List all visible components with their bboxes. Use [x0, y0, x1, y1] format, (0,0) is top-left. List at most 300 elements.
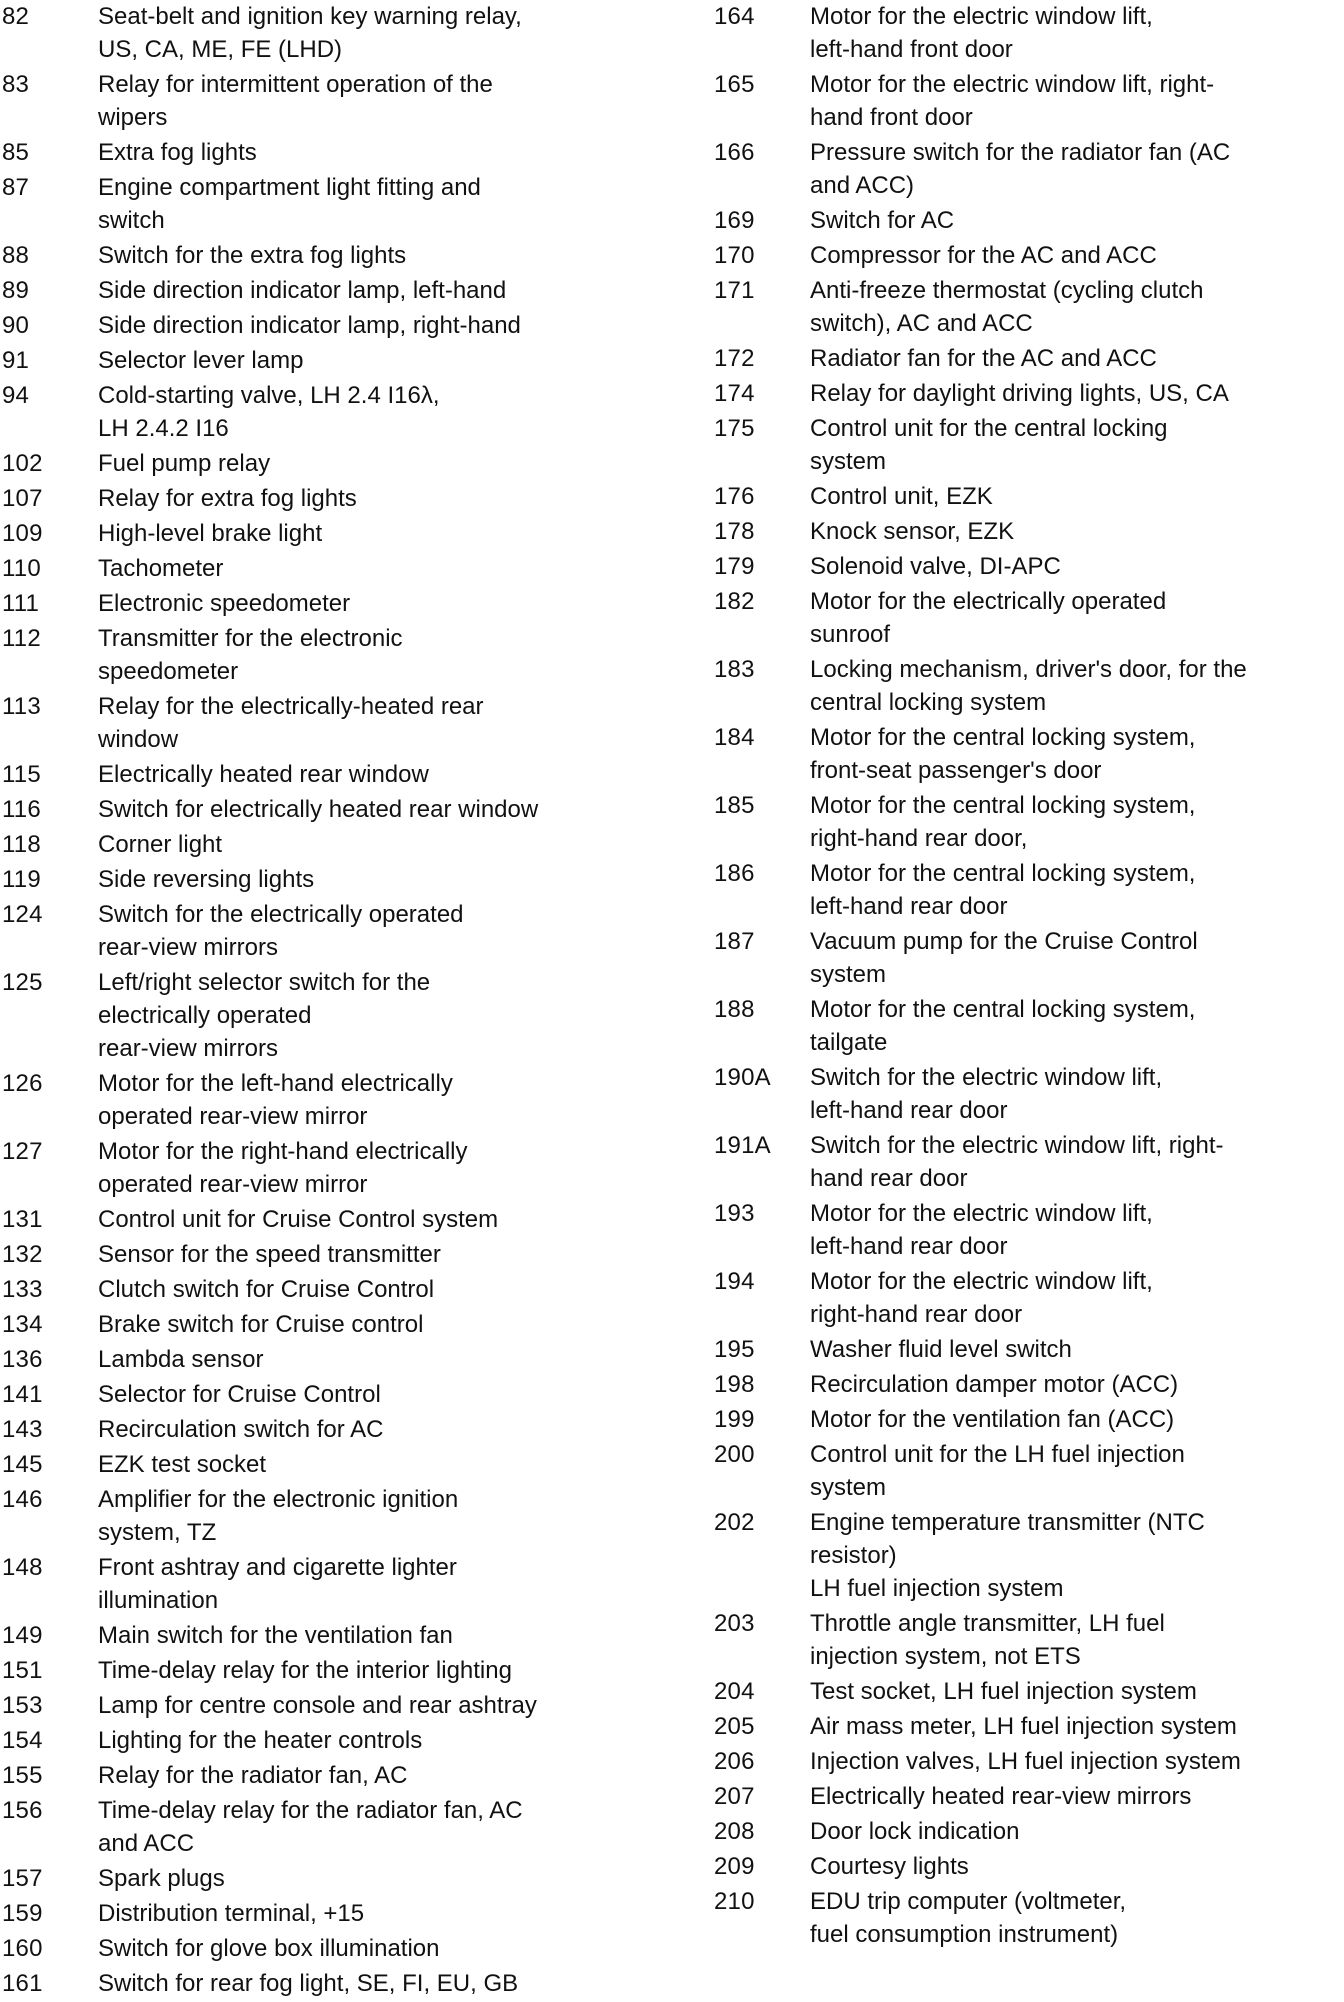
component-number: 188 — [714, 996, 755, 1023]
legend-entry — [2, 1551, 682, 1617]
component-number: 172 — [714, 345, 755, 372]
component-number: 88 — [2, 242, 30, 269]
description-line: Motor for the central locking system, — [810, 724, 1196, 751]
description-line: rear-view mirrors — [98, 1035, 278, 1062]
component-description — [98, 1654, 682, 1687]
component-number: 159 — [2, 1900, 43, 1927]
description-line: system — [810, 1474, 887, 1501]
description-line: Electrically heated rear-view mirrors — [810, 1783, 1192, 1810]
legend-entry — [2, 274, 682, 307]
component-number: 187 — [714, 928, 755, 955]
description-line: left-hand rear door — [810, 1097, 1008, 1124]
legend-entry — [2, 1413, 682, 1446]
component-description — [810, 1850, 1342, 1883]
component-description — [98, 1862, 682, 1895]
legend-entry — [2, 1967, 682, 2000]
legend-entry — [2, 1273, 682, 1306]
component-description — [98, 1413, 682, 1446]
legend-entry — [2, 379, 682, 445]
description-line: Electronic speedometer — [98, 590, 351, 617]
component-description — [810, 1197, 1342, 1263]
legend-entry — [714, 412, 1342, 478]
component-description — [98, 898, 682, 964]
component-number: 179 — [714, 553, 755, 580]
legend-entry — [2, 587, 682, 620]
component-number: 112 — [2, 625, 41, 652]
component-number: 90 — [2, 312, 30, 339]
component-number: 143 — [2, 1416, 43, 1443]
legend-entry — [2, 793, 682, 826]
legend-entry — [714, 653, 1342, 719]
description-line: Main switch for the ventilation fan — [98, 1622, 453, 1649]
description-line: hand front door — [810, 104, 973, 131]
legend-entry — [2, 482, 682, 515]
component-description — [98, 344, 682, 377]
component-number: 153 — [2, 1692, 43, 1719]
legend-entry — [2, 1067, 682, 1133]
description-line: and ACC — [98, 1830, 195, 1857]
component-number: 126 — [2, 1070, 43, 1097]
component-number: 110 — [2, 555, 41, 582]
component-number: 208 — [714, 1818, 755, 1845]
legend-entry — [2, 863, 682, 896]
component-description — [98, 1343, 682, 1376]
component-number: 204 — [714, 1678, 755, 1705]
component-number: 115 — [2, 761, 41, 788]
component-number: 124 — [2, 901, 43, 928]
component-description — [810, 1885, 1342, 1951]
description-line: Motor for the electrically operated — [810, 588, 1167, 615]
description-line: Knock sensor, EZK — [810, 518, 1015, 545]
description-line: sunroof — [810, 621, 891, 648]
component-description — [98, 239, 682, 272]
description-line: Control unit for Cruise Control system — [98, 1206, 499, 1233]
description-line: illumination — [98, 1587, 219, 1614]
component-description — [98, 1724, 682, 1757]
description-line: Brake switch for Cruise control — [98, 1311, 424, 1338]
component-number: 194 — [714, 1268, 755, 1295]
component-number: 125 — [2, 969, 43, 996]
description-line: Vacuum pump for the Cruise Control — [810, 928, 1198, 955]
component-description — [810, 721, 1342, 787]
description-line: tailgate — [810, 1029, 888, 1056]
description-line: window — [98, 726, 179, 753]
description-line: Seat-belt and ignition key warning relay, — [98, 3, 522, 30]
component-number: 170 — [714, 242, 755, 269]
component-number: 195 — [714, 1336, 755, 1363]
component-description — [810, 925, 1342, 991]
legend-entry — [714, 1710, 1342, 1743]
component-description — [98, 0, 682, 66]
component-number: 133 — [2, 1276, 43, 1303]
description-line: resistor) — [810, 1542, 897, 1569]
component-number: 155 — [2, 1762, 43, 1789]
component-number: 190A — [714, 1064, 771, 1091]
component-description — [98, 1551, 682, 1617]
component-number: 207 — [714, 1783, 755, 1810]
legend-entry — [2, 0, 682, 66]
legend-entry — [714, 1129, 1342, 1195]
component-number: 210 — [714, 1888, 755, 1915]
component-description — [810, 480, 1342, 513]
description-line: injection system, not ETS — [810, 1643, 1081, 1670]
description-line: Pressure switch for the radiator fan (AC — [810, 139, 1231, 166]
legend-entry — [2, 1308, 682, 1341]
legend-entry — [714, 274, 1342, 340]
description-line: Motor for the electric window lift, right- — [810, 71, 1215, 98]
component-description — [810, 1710, 1342, 1743]
description-line: Tachometer — [98, 555, 224, 582]
legend-entry — [2, 1343, 682, 1376]
description-line: EZK test socket — [98, 1451, 267, 1478]
component-number: 174 — [714, 380, 755, 407]
legend-entry — [2, 758, 682, 791]
description-line: Selector for Cruise Control — [98, 1381, 381, 1408]
description-line: fuel consumption instrument) — [810, 1921, 1119, 1948]
component-description — [98, 1483, 682, 1549]
description-line: Lamp for centre console and rear ashtray — [98, 1692, 537, 1719]
legend-entry — [714, 1265, 1342, 1331]
description-line: Control unit for the central locking — [810, 415, 1168, 442]
legend-entry — [714, 1815, 1342, 1848]
description-line: LH 2.4.2 I16 — [98, 415, 229, 442]
component-number: 183 — [714, 656, 755, 683]
description-line: Motor for the central locking system, — [810, 996, 1196, 1023]
component-description — [98, 1448, 682, 1481]
description-line: Test socket, LH fuel injection system — [810, 1678, 1197, 1705]
component-number: 141 — [2, 1381, 43, 1408]
description-line: Side direction indicator lamp, left-hand — [98, 277, 507, 304]
description-line: Left/right selector switch for the — [98, 969, 431, 996]
component-number: 186 — [714, 860, 755, 887]
component-number: 85 — [2, 139, 30, 166]
component-description — [810, 1265, 1342, 1331]
component-number: 118 — [2, 831, 41, 858]
description-line: Engine temperature transmitter (NTC — [810, 1509, 1205, 1536]
description-line: Relay for intermittent operation of the — [98, 71, 493, 98]
component-number: 136 — [2, 1346, 43, 1373]
description-line: Switch for glove box illumination — [98, 1935, 440, 1962]
component-description — [810, 1368, 1342, 1401]
component-number: 89 — [2, 277, 30, 304]
component-number: 161 — [2, 1970, 43, 1997]
component-description — [98, 68, 682, 134]
component-number: 184 — [714, 724, 755, 751]
legend-entry — [714, 1061, 1342, 1127]
component-description — [98, 690, 682, 756]
description-line: speedometer — [98, 658, 239, 685]
component-description — [810, 1815, 1342, 1848]
component-description — [98, 379, 682, 445]
component-description — [810, 1403, 1342, 1436]
component-description — [810, 1506, 1342, 1605]
component-description — [810, 1129, 1342, 1195]
description-line: Side direction indicator lamp, right-hand — [98, 312, 521, 339]
component-description — [98, 1897, 682, 1930]
description-line: Motor for the central locking system, — [810, 860, 1196, 887]
legend-entry — [714, 68, 1342, 134]
description-line: Motor for the electric window lift, — [810, 3, 1153, 30]
description-line: Switch for the electric window lift, — [810, 1064, 1163, 1091]
description-line: Switch for electrically heated rear window — [98, 796, 539, 823]
component-description — [810, 1061, 1342, 1127]
description-line: Distribution terminal, +15 — [98, 1900, 365, 1927]
legend-entry — [2, 344, 682, 377]
component-number: 131 — [2, 1206, 43, 1233]
description-line: and ACC) — [810, 172, 915, 199]
description-line: Washer fluid level switch — [810, 1336, 1072, 1363]
description-line: Clutch switch for Cruise Control — [98, 1276, 435, 1303]
component-description — [98, 622, 682, 688]
legend-entry — [2, 1654, 682, 1687]
description-line: Motor for the electric window lift, — [810, 1268, 1153, 1295]
component-number: 157 — [2, 1865, 43, 1892]
component-description — [98, 1932, 682, 1965]
component-description — [810, 585, 1342, 651]
component-description — [98, 1619, 682, 1652]
component-number: 113 — [2, 693, 41, 720]
legend-entry — [2, 1483, 682, 1549]
component-description — [810, 653, 1342, 719]
component-description — [810, 68, 1342, 134]
legend-entry — [714, 204, 1342, 237]
description-line: Courtesy lights — [810, 1853, 969, 1880]
description-line: Extra fog lights — [98, 139, 257, 166]
component-description — [98, 1273, 682, 1306]
legend-entry — [714, 1885, 1342, 1951]
component-description — [810, 136, 1342, 202]
legend-entry — [714, 1675, 1342, 1708]
component-number: 205 — [714, 1713, 755, 1740]
component-description — [810, 1745, 1342, 1778]
component-number: 198 — [714, 1371, 755, 1398]
component-description — [98, 793, 682, 826]
component-number: 116 — [2, 796, 41, 823]
legend-entry — [714, 993, 1342, 1059]
description-line: Front ashtray and cigarette lighter — [98, 1554, 457, 1581]
description-line: Engine compartment light fitting and — [98, 174, 481, 201]
description-line: right-hand rear door, — [810, 825, 1028, 852]
legend-entry — [2, 171, 682, 237]
component-number: 169 — [714, 207, 755, 234]
description-line: Throttle angle transmitter, LH fuel — [810, 1610, 1165, 1637]
component-description — [810, 412, 1342, 478]
description-line: Motor for the central locking system, — [810, 792, 1196, 819]
component-description — [810, 342, 1342, 375]
description-line: Side reversing lights — [98, 866, 315, 893]
component-number: 134 — [2, 1311, 43, 1338]
description-line: Switch for rear fog light, SE, FI, EU, GB — [98, 1970, 519, 1997]
component-description — [810, 239, 1342, 272]
component-description — [98, 828, 682, 861]
component-description — [98, 863, 682, 896]
description-line: Control unit for the LH fuel injection — [810, 1441, 1185, 1468]
legend-entry — [2, 1897, 682, 1930]
legend-entry — [2, 898, 682, 964]
description-line: Electrically heated rear window — [98, 761, 429, 788]
component-description — [98, 1135, 682, 1201]
description-line: Sensor for the speed transmitter — [98, 1241, 441, 1268]
description-line: Locking mechanism, driver's door, for the — [810, 656, 1247, 683]
legend-entry — [714, 1780, 1342, 1813]
component-number: 111 — [2, 590, 40, 617]
description-line: Lambda sensor — [98, 1346, 264, 1373]
component-number: 146 — [2, 1486, 43, 1513]
component-number: 151 — [2, 1657, 43, 1684]
component-description — [98, 1067, 682, 1133]
description-line: Radiator fan for the AC and ACC — [810, 345, 1157, 372]
description-line: front-seat passenger's door — [810, 757, 1102, 784]
component-number: 164 — [714, 3, 755, 30]
legend-entry — [714, 1607, 1342, 1673]
legend-entry — [2, 1689, 682, 1722]
legend-entry — [2, 1378, 682, 1411]
description-line: Transmitter for the electronic — [98, 625, 403, 652]
component-number: 87 — [2, 174, 30, 201]
component-number: 119 — [2, 866, 41, 893]
component-number: 165 — [714, 71, 755, 98]
component-description — [98, 1378, 682, 1411]
legend-entry — [2, 1619, 682, 1652]
legend-entry — [2, 828, 682, 861]
description-line: wipers — [98, 104, 168, 131]
description-line: Relay for extra fog lights — [98, 485, 357, 512]
legend-entry — [2, 1862, 682, 1895]
description-line: LH fuel injection system — [810, 1575, 1064, 1602]
description-line: Time-delay relay for the radiator fan, AC — [98, 1797, 523, 1824]
component-number: 178 — [714, 518, 755, 545]
component-number: 202 — [714, 1509, 755, 1536]
description-line: operated rear-view mirror — [98, 1171, 368, 1198]
description-line: Selector lever lamp — [98, 347, 304, 374]
description-line: left-hand front door — [810, 36, 1013, 63]
component-description — [98, 1203, 682, 1236]
legend-entry — [2, 309, 682, 342]
description-line: High-level brake light — [98, 520, 323, 547]
component-description — [810, 550, 1342, 583]
component-description — [98, 482, 682, 515]
component-number: 160 — [2, 1935, 43, 1962]
legend-column-right — [714, 0, 1342, 1953]
component-description — [810, 1438, 1342, 1504]
legend-entry — [714, 925, 1342, 991]
component-description — [98, 758, 682, 791]
legend-entry — [2, 1135, 682, 1201]
legend-entry — [714, 0, 1342, 66]
description-line: Motor for the right-hand electrically — [98, 1138, 468, 1165]
legend-entry — [714, 1403, 1342, 1436]
description-line: Injection valves, LH fuel injection system — [810, 1748, 1241, 1775]
component-number: 156 — [2, 1797, 43, 1824]
legend-entry — [714, 515, 1342, 548]
description-line: Motor for the electric window lift, — [810, 1200, 1153, 1227]
component-number: 145 — [2, 1451, 43, 1478]
description-line: Recirculation switch for AC — [98, 1416, 384, 1443]
component-description — [98, 1308, 682, 1341]
legend-entry — [714, 1506, 1342, 1605]
description-line: Recirculation damper motor (ACC) — [810, 1371, 1179, 1398]
component-number: 199 — [714, 1406, 755, 1433]
legend-entry — [2, 1759, 682, 1792]
component-number: 200 — [714, 1441, 755, 1468]
component-description — [810, 857, 1342, 923]
legend-entry — [2, 1238, 682, 1271]
component-description — [810, 1333, 1342, 1366]
description-line: Corner light — [98, 831, 223, 858]
description-line: system — [810, 961, 887, 988]
component-description — [810, 1607, 1342, 1673]
description-line: Compressor for the AC and ACC — [810, 242, 1157, 269]
component-number: 191A — [714, 1132, 771, 1159]
description-line: central locking system — [810, 689, 1047, 716]
component-description — [810, 1780, 1342, 1813]
legend-entry — [714, 550, 1342, 583]
component-description — [98, 552, 682, 585]
component-description — [98, 966, 682, 1065]
component-number: 82 — [2, 3, 30, 30]
component-description — [98, 1967, 682, 2000]
component-number: 154 — [2, 1727, 43, 1754]
legend-entry — [714, 721, 1342, 787]
legend-entry — [2, 447, 682, 480]
legend-entry — [714, 1368, 1342, 1401]
component-number: 109 — [2, 520, 43, 547]
description-line: hand rear door — [810, 1165, 968, 1192]
component-description — [98, 517, 682, 550]
component-description — [98, 587, 682, 620]
component-description — [98, 171, 682, 237]
component-number: 171 — [714, 277, 755, 304]
description-line: switch), AC and ACC — [810, 310, 1033, 337]
legend-entry — [714, 857, 1342, 923]
component-description — [810, 377, 1342, 410]
component-number: 149 — [2, 1622, 43, 1649]
component-number: 209 — [714, 1853, 755, 1880]
component-number: 107 — [2, 485, 43, 512]
legend-entry — [2, 517, 682, 550]
legend-entry — [2, 1203, 682, 1236]
description-line: Cold-starting valve, LH 2.4 I16λ, — [98, 382, 440, 409]
description-line: Door lock indication — [810, 1818, 1020, 1845]
component-description — [810, 1675, 1342, 1708]
description-line: Switch for the extra fog lights — [98, 242, 407, 269]
legend-entry — [714, 789, 1342, 855]
description-line: Switch for the electric window lift, right- — [810, 1132, 1224, 1159]
description-line: left-hand rear door — [810, 893, 1008, 920]
legend-entry — [714, 585, 1342, 651]
component-number: 176 — [714, 483, 755, 510]
legend-entry — [2, 1724, 682, 1757]
description-line: Relay for the electrically-heated rear — [98, 693, 484, 720]
component-number: 206 — [714, 1748, 755, 1775]
description-line: operated rear-view mirror — [98, 1103, 368, 1130]
component-number: 83 — [2, 71, 30, 98]
component-number: 203 — [714, 1610, 755, 1637]
legend-entry — [714, 1745, 1342, 1778]
component-description — [98, 1794, 682, 1860]
description-line: Switch for AC — [810, 207, 955, 234]
description-line: system, TZ — [98, 1519, 217, 1546]
legend-entry — [2, 690, 682, 756]
legend-entry — [714, 136, 1342, 202]
legend-entry — [2, 1794, 682, 1860]
component-number: 182 — [714, 588, 755, 615]
description-line: Switch for the electrically operated — [98, 901, 464, 928]
description-line: electrically operated — [98, 1002, 312, 1029]
legend-entry — [2, 552, 682, 585]
component-number: 127 — [2, 1138, 43, 1165]
description-line: rear-view mirrors — [98, 934, 278, 961]
